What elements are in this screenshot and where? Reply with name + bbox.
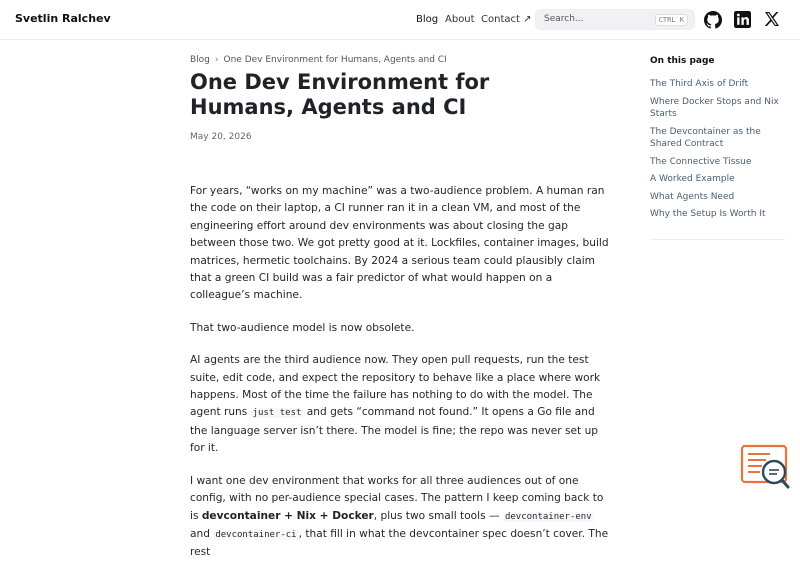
table-of-contents: [650, 78, 785, 226]
paragraph-4-strong: devcontainer + Nix + Docker: [201, 509, 374, 522]
paragraph-1: For years, “works on my machine” was a two-audience problem. A human ran the code on their laptop, a CI runner ran it in a clean VM, and most of the engineering effort around dev environments was about closing the gap between those two. We got pretty good at it. Lockfiles, container images, build matrices, hermetic toolchains. By 2024 a serious team could plausibly claim that a green CI build was a fair predictor of what would happen on a colleague’s machine.: [190, 185, 609, 302]
toc-item[interactable]: The Devcontainer as the Shared Contract: [650, 126, 761, 149]
toc-item[interactable]: Where Docker Stops and Nix Starts: [650, 96, 779, 119]
floating-search-widget-icon[interactable]: [740, 444, 790, 490]
toc-divider: [650, 239, 785, 240]
page-title: One Dev Environment for Humans, Agents and CI: [190, 70, 490, 119]
inline-code-devcontainer-ci: devcontainer-ci: [215, 529, 297, 540]
toc-item[interactable]: A Worked Example: [650, 174, 735, 184]
search-placeholder: Search...: [544, 14, 584, 24]
nav-about[interactable]: About: [445, 14, 475, 25]
paragraph-3: [190, 352, 610, 457]
article-body: [190, 183, 610, 577]
paragraph-4-text-b: , plus two small tools —: [373, 509, 503, 522]
breadcrumb-blog[interactable]: Blog: [190, 55, 210, 65]
breadcrumb-separator: ›: [214, 55, 219, 65]
site-brand[interactable]: Svetlin Ralchev: [15, 12, 111, 25]
breadcrumb: [190, 55, 447, 65]
nav-blog[interactable]: Blog: [416, 14, 439, 25]
inline-code-devcontainer-env: devcontainer-env: [504, 511, 592, 522]
nav-contact[interactable]: Contact ↗: [481, 14, 532, 25]
paragraph-4-text-a: I want one dev environment that works for all three audiences out of one config, with no per-audience special cases. The pattern I keep coming back to is: [190, 474, 604, 522]
post-date: May 20, 2026: [190, 132, 252, 142]
search-input[interactable]: [535, 9, 695, 30]
breadcrumb-current: One Dev Environment for Humans, Agents and CI: [223, 55, 447, 65]
linkedin-icon[interactable]: [734, 11, 752, 29]
inline-code-just-test: just test: [252, 408, 302, 419]
paragraph-4: [190, 473, 610, 562]
paragraph-3-text-b: and gets “command not found.” It opens a Go file and the language server isn’t there. The model is fine; the repo was never set up for it.: [190, 406, 599, 455]
github-icon[interactable]: [704, 11, 722, 29]
x-icon[interactable]: [764, 11, 782, 29]
toc-item[interactable]: Why the Setup Is Worth It: [650, 209, 766, 219]
toc-item[interactable]: The Third Axis of Drift: [650, 79, 749, 89]
toc-item[interactable]: What Agents Need: [650, 191, 735, 202]
paragraph-4-text-d: , that fill in what the devcontainer spec doesn’t cover. The rest: [190, 527, 609, 559]
site-header: [0, 0, 800, 40]
toc-item[interactable]: The Connective Tissue: [650, 156, 752, 167]
paragraph-3-text-a: AI agents are the third audience now. They open pull requests, run the test suite, edit code, and expect the repository to behave like a place where work happens. Most of the time the failure has nothing to do with the model. The agent runs: [190, 354, 601, 419]
toc-title: On this page: [650, 56, 715, 66]
paragraph-2: That two-audience model is now obsolete.: [190, 321, 415, 334]
search-shortcut: CTRL K: [655, 14, 688, 26]
paragraph-4-text-c: and: [190, 527, 214, 540]
